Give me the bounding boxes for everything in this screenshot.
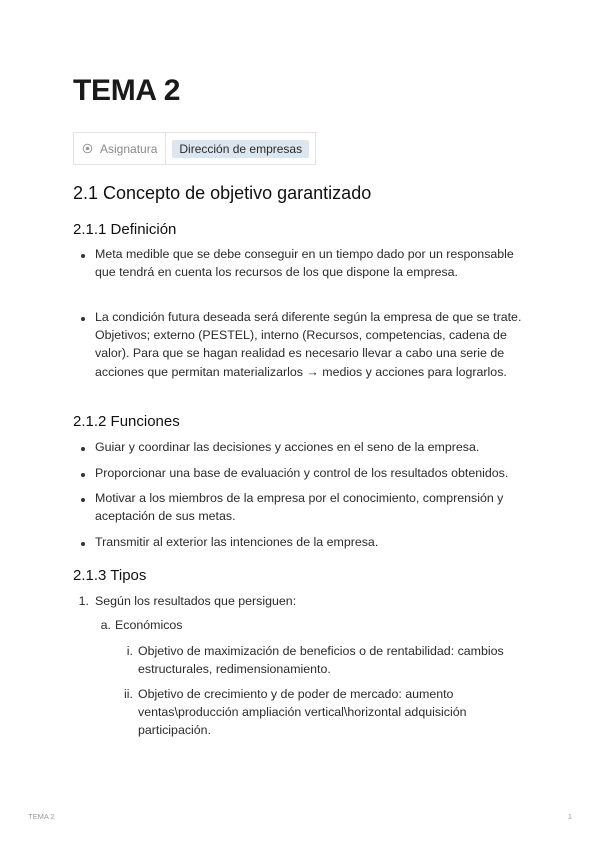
bullet-icon [81,542,85,546]
list-item: Objetivo de maximización de beneficios o de rentabilidad: cambios estructurales, redimensionamiento. [138,644,504,677]
list-item: Transmitir al exterior las intenciones de la empresa. [95,535,379,549]
list-item: Meta medible que se debe conseguir en un tiempo dado por un responsable que tendrá en cuenta los recursos de los que dispone la empresa. [95,247,514,280]
list-marker: 1. [78,594,89,608]
list-marker: a. [100,618,111,632]
list-item: Motivar a los miembros de la empresa por el conocimiento, comprensión y aceptación de sus metas. [95,491,504,524]
property-value [166,140,315,158]
property-key [74,133,166,164]
section-heading: 2.1 Concepto de objetivo garantizado [73,183,372,203]
bullet-icon [81,498,85,502]
list-item: La condición futura deseada será diferente según la empresa de que se trate. Objetivos; externo (PESTEL), interno (Recursos, competencias, cadena de valor). Para que se hagan realidad es necesario llevar a cabo una serie de acciones que permitan materializarlos → medios y acciones para lograrlos. [95,310,522,379]
property-key-label: Asignatura [100,141,158,156]
list-item: Según los resultados que persiguen: [95,594,297,608]
target-icon [82,143,93,154]
page-title: TEMA 2 [73,74,181,107]
bullet-icon [81,473,85,477]
list-item: Económicos [115,618,183,632]
subsection-heading-tipos: 2.1.3 Tipos [73,567,147,584]
subsection-heading-definicion: 2.1.1 Definición [73,221,177,238]
list-item: Guiar y coordinar las decisiones y acciones en el seno de la empresa. [95,440,480,454]
bullet-icon [81,254,85,258]
property-row [73,132,316,165]
list-item: Proporcionar una base de evaluación y control de los resultados obtenidos. [95,466,509,480]
bullet-icon [81,317,85,321]
bullet-icon [81,447,85,451]
page-number: 1 [567,812,572,821]
footer-title: TEMA 2 [28,812,55,821]
list-item: Objetivo de crecimiento y de poder de mercado: aumento ventas\producción ampliación vertical\horizontal adquisición participación. [138,687,467,738]
list-marker: i. [126,644,133,658]
list-marker: ii. [124,687,133,701]
subsection-heading-funciones: 2.1.2 Funciones [73,413,180,430]
subject-tag[interactable]: Dirección de empresas [172,140,309,158]
